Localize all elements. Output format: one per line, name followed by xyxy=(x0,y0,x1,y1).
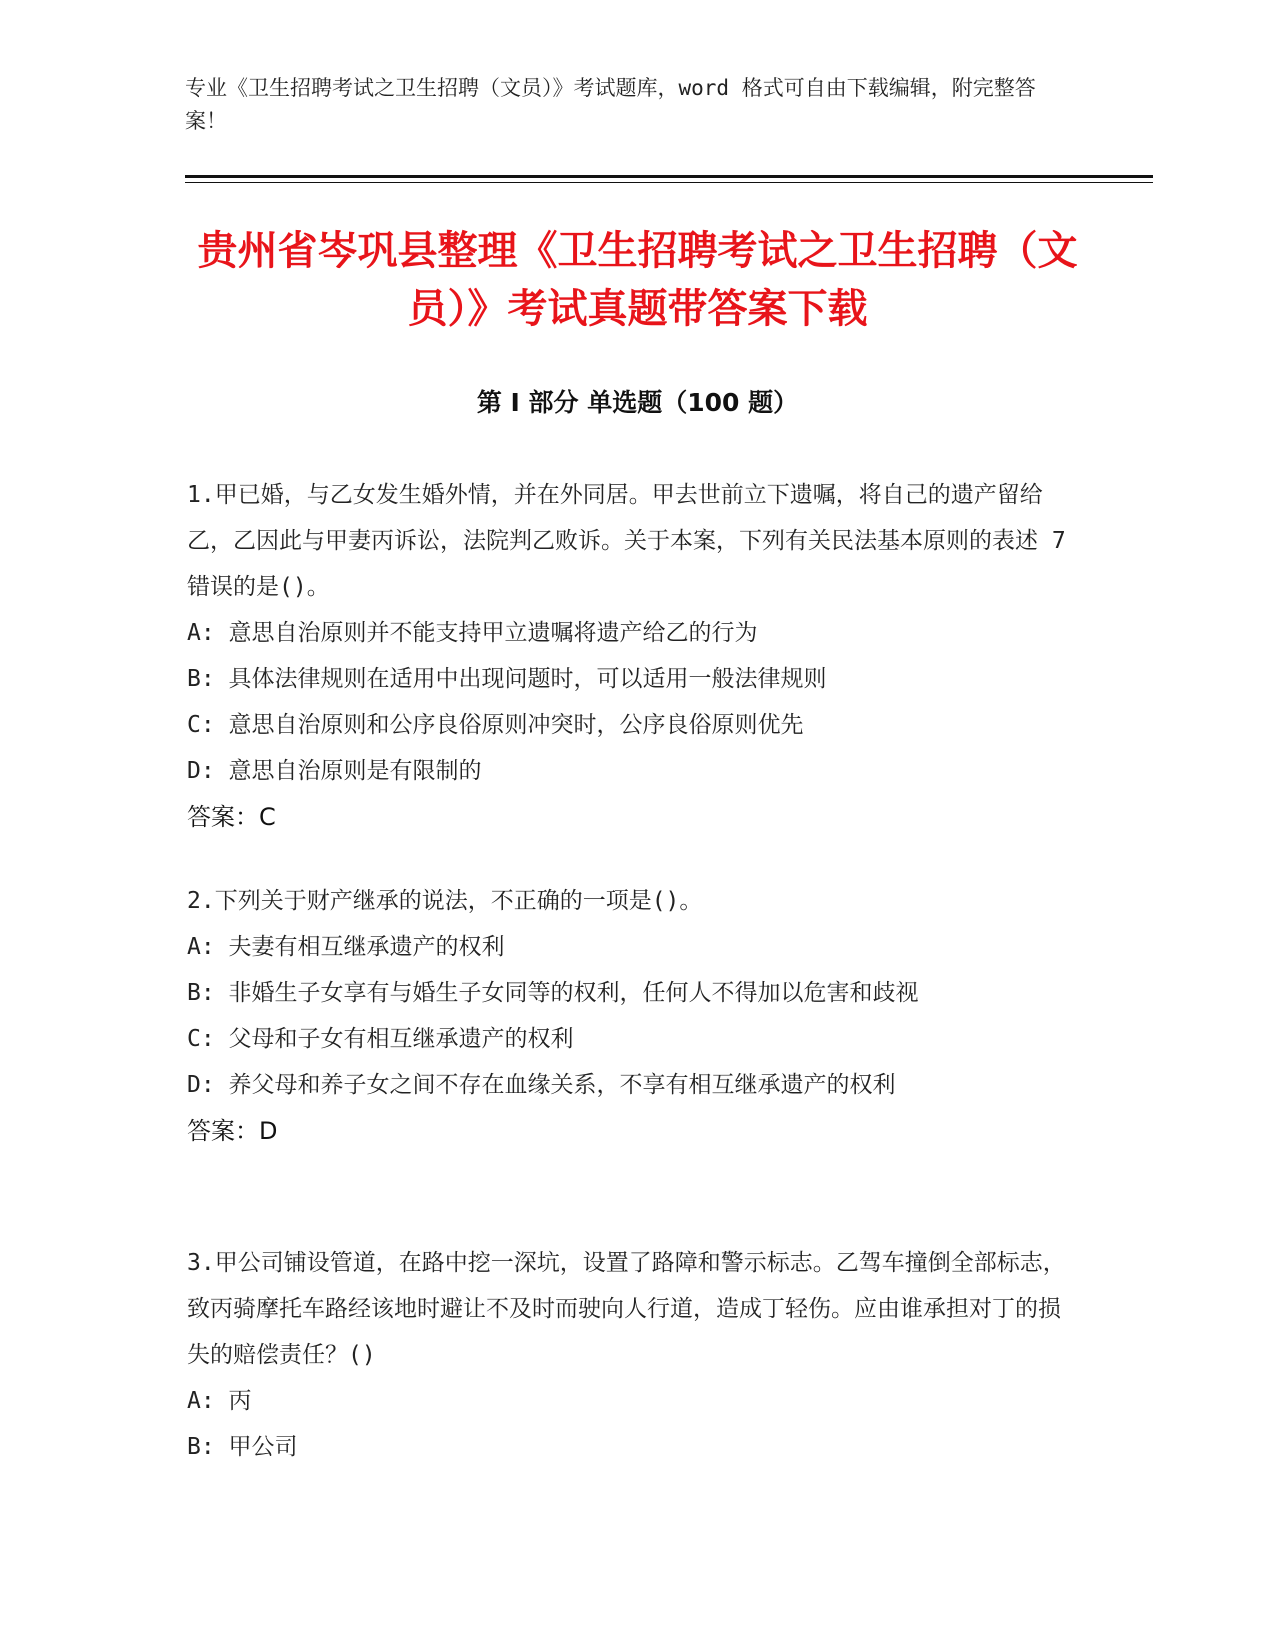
answer: 答案：D xyxy=(187,1117,278,1145)
question-stem: 2.下列关于财产继承的说法，不正确的一项是()。 xyxy=(187,888,703,914)
header-divider-thin xyxy=(185,182,1153,183)
header-note: 专业《卫生招聘考试之卫生招聘（文员）》考试题库，word 格式可自由下载编辑，附完整答案！ xyxy=(185,76,1036,133)
question-3 xyxy=(187,1240,1067,1470)
question-stem: 3.甲公司铺设管道，在路中挖一深坑，设置了路障和警示标志。乙驾车撞倒全部标志，致丙骑摩托车路经该地时避让不及时而驶向人行道，造成丁轻伤。应由谁承担对丁的损失的赔偿责任？() xyxy=(187,1250,1066,1368)
question-2 xyxy=(187,878,1067,1154)
option-a: A: 意思自治原则并不能支持甲立遗嘱将遗产给乙的行为 xyxy=(187,620,758,646)
option-d: D: 意思自治原则是有限制的 xyxy=(187,758,482,784)
option-b: B: 具体法律规则在适用中出现问题时，可以适用一般法律规则 xyxy=(187,666,827,692)
option-a: A: 丙 xyxy=(187,1388,252,1414)
section-title: 第 I 部分 单选题（100 题） xyxy=(476,388,799,417)
option-c: C: 父母和子女有相互继承遗产的权利 xyxy=(187,1026,574,1052)
option-d: D: 养父母和养子女之间不存在血缘关系，不享有相互继承遗产的权利 xyxy=(187,1072,896,1098)
option-b: B: 甲公司 xyxy=(187,1434,298,1460)
header-divider-thick xyxy=(185,175,1153,178)
option-c: C: 意思自治原则和公序良俗原则冲突时，公序良俗原则优先 xyxy=(187,712,804,738)
answer: 答案：C xyxy=(187,803,276,831)
question-1 xyxy=(187,472,1067,840)
option-a: A: 夫妻有相互继承遗产的权利 xyxy=(187,934,505,960)
option-b: B: 非婚生子女享有与婚生子女同等的权利，任何人不得加以危害和歧视 xyxy=(187,980,919,1006)
document-title: 贵州省岑巩县整理《卫生招聘考试之卫生招聘（文员）》考试真题带答案下载 xyxy=(197,228,1078,332)
question-stem: 1.甲已婚，与乙女发生婚外情，并在外同居。甲去世前立下遗嘱，将自己的遗产留给乙，乙因此与甲妻丙诉讼，法院判乙败诉。关于本案，下列有关民法基本原则的表述 7 错误的是()。 xyxy=(187,482,1066,600)
